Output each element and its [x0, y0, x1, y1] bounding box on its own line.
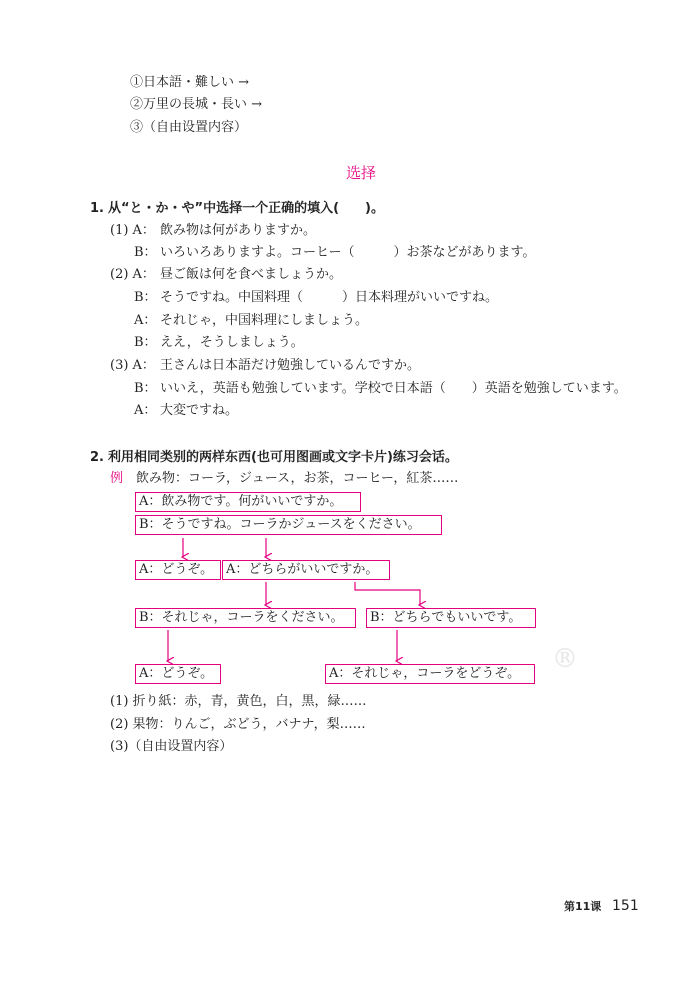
q1-text-7: 王さんは日本語だけ勉強しているんですか。 — [160, 358, 421, 373]
dialog-box-a3: A：どちらがいいですか。 — [222, 560, 390, 580]
dialog-box-a4: A：どうぞ。 — [135, 664, 221, 684]
dialog-box-a5: A：それじゃ，コーラをどうぞ。 — [325, 664, 535, 684]
practice-item-1: (1) 折り紙：赤，青，黄色，白，黒，緑…… — [110, 694, 367, 709]
q1-text-5: それじゃ，中国料理にしましょう。 — [160, 313, 369, 328]
top-item-3: ③（自由设置内容） — [130, 120, 248, 135]
q1-label-6: B： — [134, 335, 157, 350]
q1-text-6: ええ，そうしましょう。 — [160, 335, 304, 350]
dialog-box-a2: A：どうぞ。 — [135, 560, 221, 580]
dialog-box-b2: B：それじゃ，コーラをください。 — [135, 608, 356, 628]
q1-label-7: (3) A： — [110, 358, 155, 373]
q1-text-9: 大変ですね。 — [160, 403, 239, 418]
example-text: 飲み物：コーラ，ジュース，お茶，コーヒー，紅茶…… — [136, 471, 459, 486]
dialog-box-b1: B：そうですね。コーラかジュースをください。 — [135, 515, 442, 535]
arrow-a3-b3 — [355, 582, 420, 605]
section-title: 选择 — [346, 164, 377, 182]
q1-label-3: (2) A： — [110, 267, 155, 282]
q2-instruction: 利用相同类别的两样东西(也可用图画或文字卡片)练习会话。 — [108, 450, 458, 465]
q1-text-3: 昼ご飯は何を食べましょうか。 — [160, 267, 343, 282]
dialog-box-b3: B：どちらでもいいです。 — [366, 608, 536, 628]
watermark-registered-mark: ® — [552, 644, 578, 674]
q1-text-4: そうですね。中国料理（ ）日本料理がいいですね。 — [160, 290, 499, 305]
q1-label-5: A： — [134, 313, 157, 328]
example-label: 例 — [110, 471, 124, 486]
q1-label-8: B： — [134, 381, 157, 396]
lesson-label: 第11课 — [564, 900, 602, 913]
page-number: 151 — [612, 898, 639, 914]
practice-item-2: (2) 果物：りんご，ぶどう，バナナ，梨…… — [110, 717, 366, 732]
top-item-1: ①日本語・難しい → — [130, 75, 250, 90]
q1-text-2: いろいろありますよ。コーヒー（ ）お茶などがあります。 — [160, 245, 536, 260]
q1-text-8: いいえ，英語も勉強しています。学校で日本語（ ）英語を勉強しています。 — [160, 381, 627, 396]
q1-label-9: A： — [134, 403, 157, 418]
q1-text-1: 飲み物は何がありますか。 — [160, 223, 317, 238]
dialog-box-a1: A：飲み物です。何がいいですか。 — [135, 492, 361, 512]
top-item-2: ②万里の長城・長い → — [130, 97, 263, 112]
practice-item-3: (3)（自由设置内容） — [110, 739, 233, 754]
q1-instruction: 从“と・か・や”中选择一个正确的填入( )。 — [108, 201, 384, 216]
q1-label-1: (1) A： — [110, 223, 155, 238]
q2-number: 2. — [90, 450, 104, 465]
q1-number: 1. — [90, 201, 104, 216]
q1-label-2: B： — [134, 245, 157, 260]
q1-label-4: B： — [134, 290, 157, 305]
